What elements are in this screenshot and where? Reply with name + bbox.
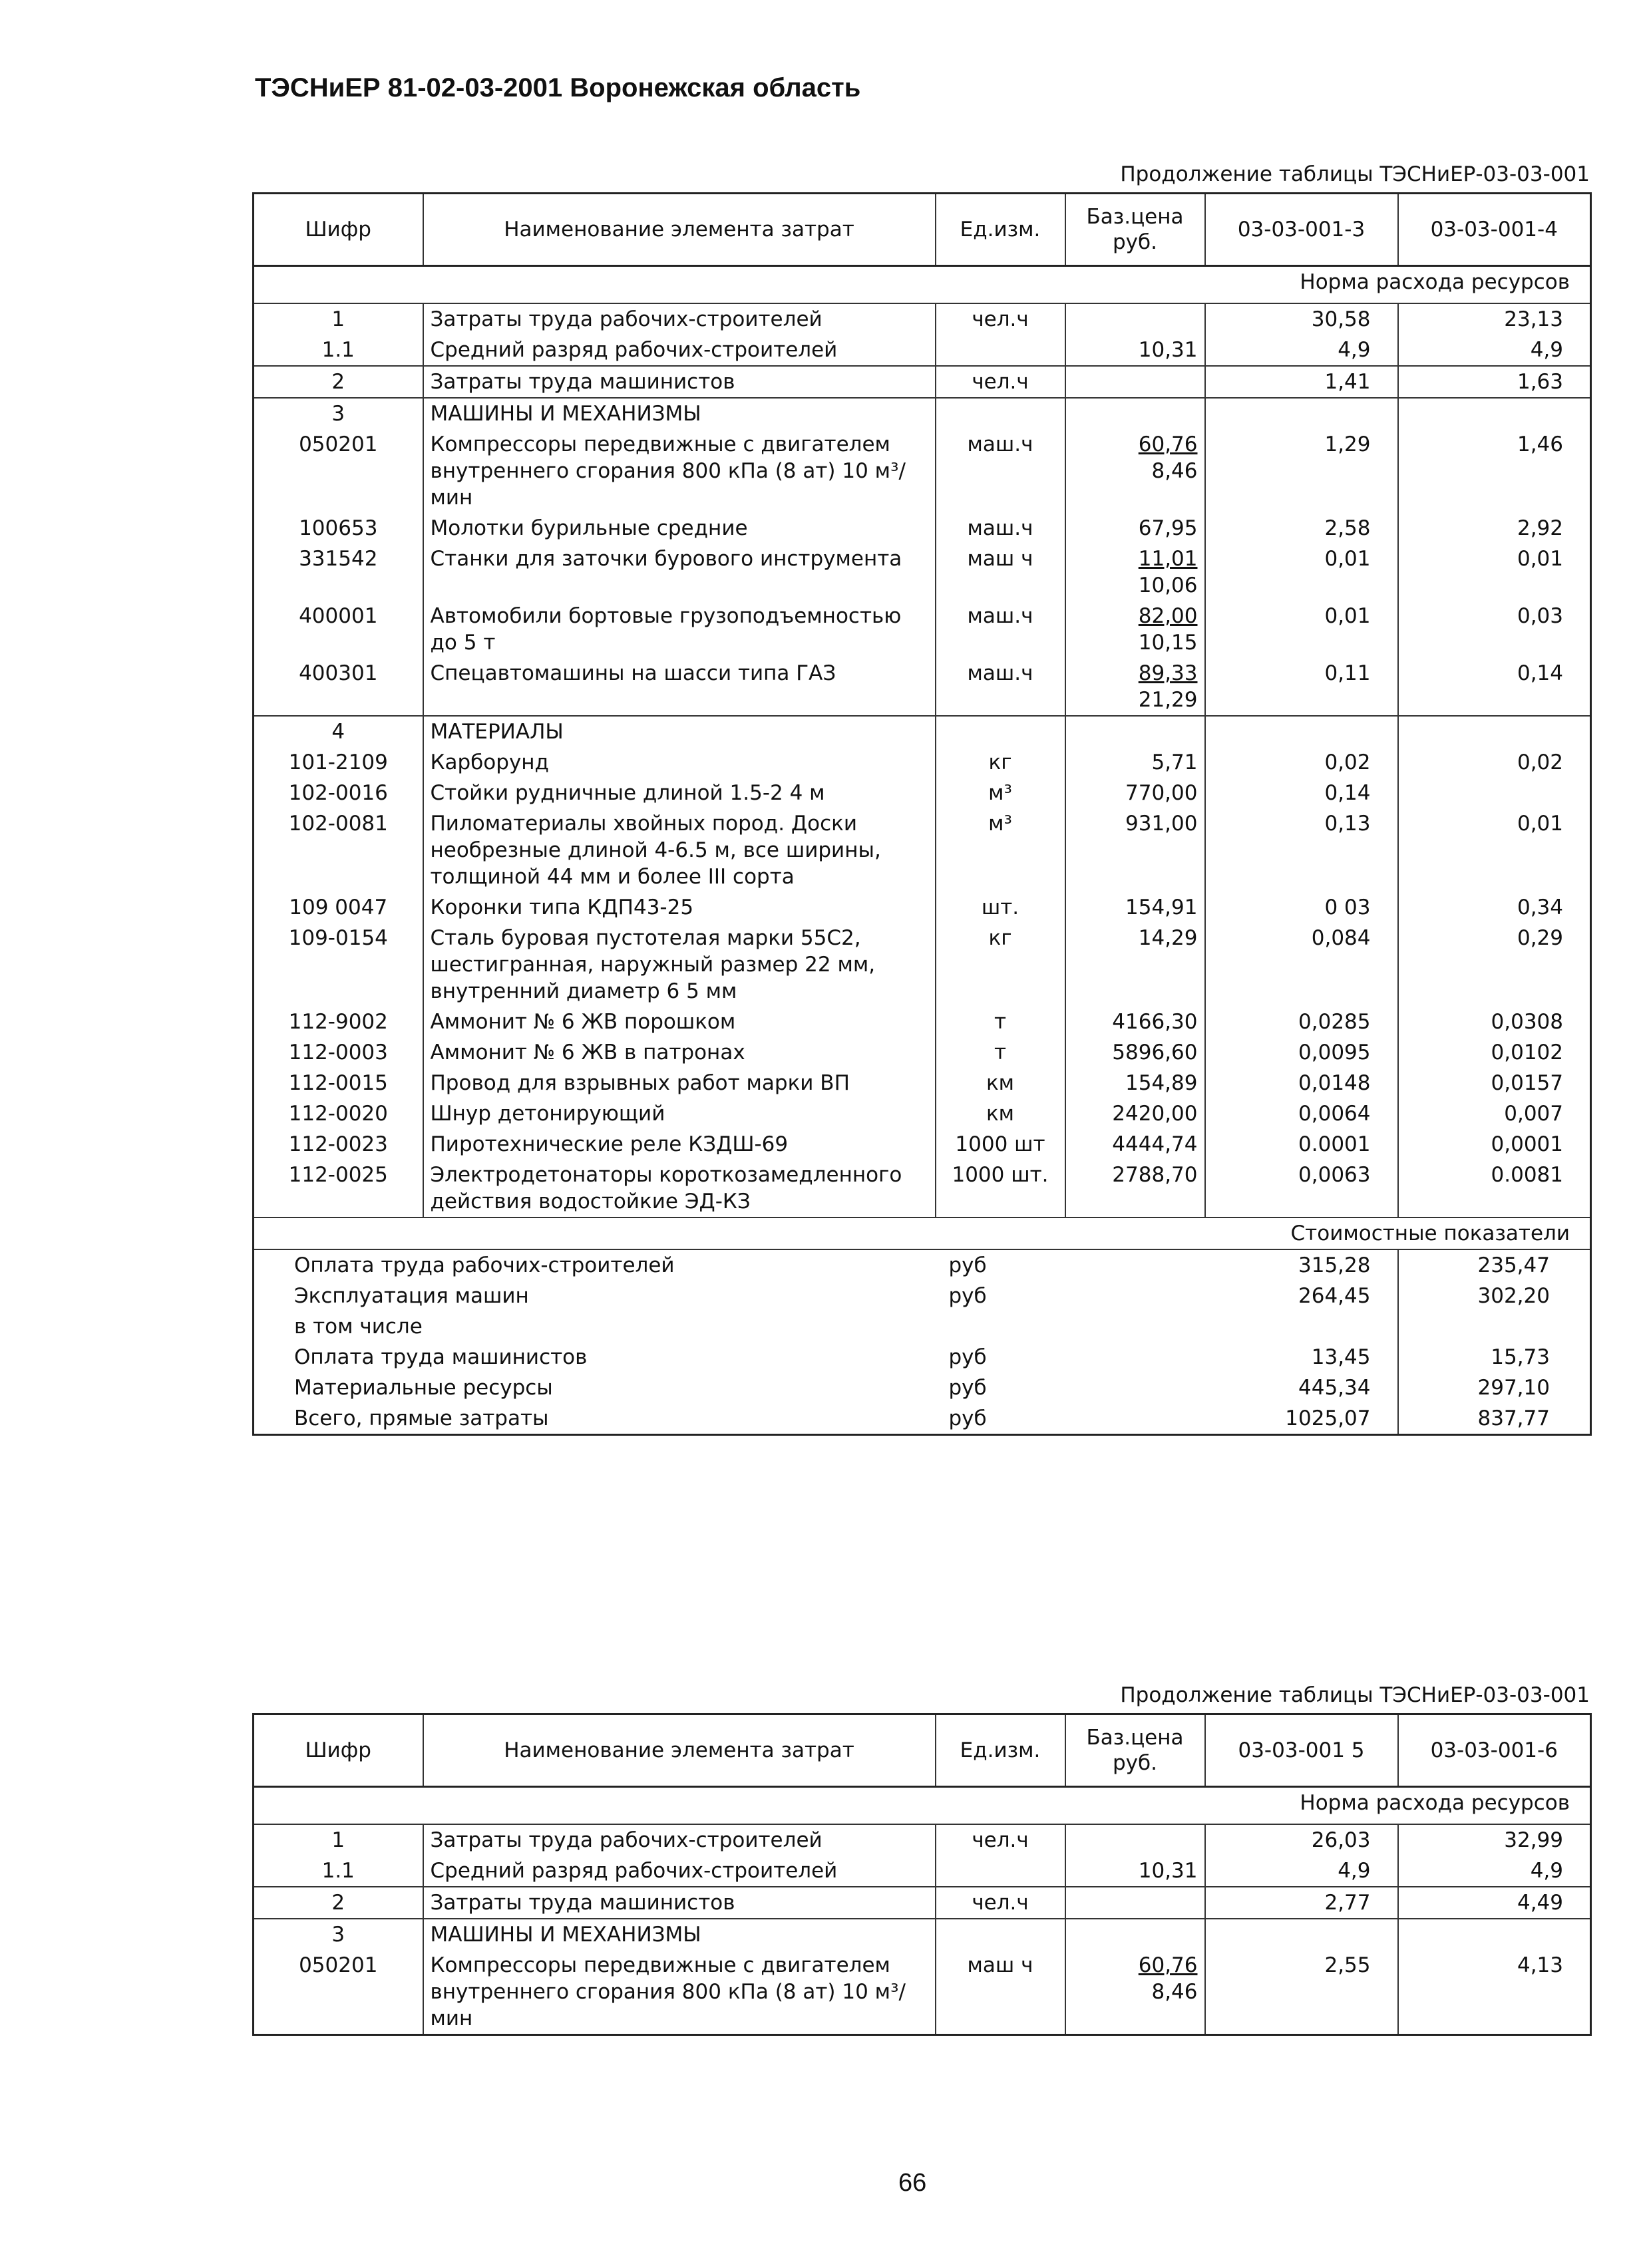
row-unit: чел.ч — [936, 366, 1065, 398]
row-code: 3 — [331, 402, 345, 426]
row-price-value: 89,33 — [1138, 661, 1198, 685]
row-col-b: 0,34 — [1398, 892, 1591, 923]
row-unit: м³ — [936, 778, 1065, 808]
cost-row-col-a: 264,45 — [1298, 1284, 1371, 1308]
table-row — [254, 1098, 1591, 1129]
row-name: МАШИНЫ И МЕХАНИЗМЫ — [423, 398, 936, 429]
row-price-secondary: 10,15 — [1138, 631, 1198, 655]
cost-row-unit: руб — [948, 1253, 987, 1277]
row-name: Затраты труда машинистов — [423, 366, 936, 398]
row-price — [1065, 808, 1205, 892]
cost-row-unit: руб — [948, 1284, 987, 1308]
table-row — [254, 1068, 1591, 1098]
row-code: 4 — [331, 720, 345, 744]
cost-spacer — [1065, 1311, 1205, 1342]
cost-row-col-b: 837,77 — [1398, 1403, 1591, 1435]
row-price — [1065, 398, 1205, 429]
row-name: Спецавтомашины на шасси типа ГАЗ — [423, 658, 936, 716]
row-price — [1065, 778, 1205, 808]
row-code: 109 0047 — [289, 895, 388, 919]
page-title: ТЭСНиЕР 81-02-03-2001 Воронежская область — [255, 73, 861, 102]
row-price-value: 10,31 — [1138, 1859, 1198, 1883]
table-row — [254, 513, 1591, 544]
row-code: 1.1 — [254, 335, 423, 366]
row-col-a: 4,9 — [1205, 335, 1398, 366]
row-code: 331542 — [299, 547, 378, 571]
row-col-b — [1398, 716, 1591, 747]
row-price — [1065, 1068, 1205, 1098]
header-col-b: 03-03-001-6 — [1398, 1714, 1591, 1787]
norm-label-row — [254, 1787, 1591, 1825]
table-row — [254, 1919, 1591, 1950]
row-name: Компрессоры передвижные с двигателем внутреннего сгорания 800 кПа (8 ат) 10 м³/мин — [423, 429, 936, 513]
cost-row-col-a: 315,28 — [1298, 1253, 1371, 1277]
row-col-a: 0,11 — [1205, 658, 1398, 716]
row-col-a: 0.0001 — [1205, 1129, 1398, 1160]
row-price — [1065, 601, 1205, 658]
row-unit: м³ — [936, 808, 1065, 892]
row-name: Электродетонаторы короткозамедленного действия водостойкие ЭД-КЗ — [423, 1160, 936, 1217]
row-col-a — [1205, 398, 1398, 429]
row-name: Провод для взрывных работ марки ВП — [423, 1068, 936, 1098]
cost-row-col-a: 1025,07 — [1285, 1406, 1371, 1430]
row-unit: шт. — [936, 892, 1065, 923]
row-price-value: 2788,70 — [1112, 1163, 1198, 1187]
cost-row-unit — [936, 1311, 1065, 1342]
table-row — [254, 1856, 1591, 1887]
row-col-b — [1398, 778, 1591, 808]
row-code: 1.1 — [254, 1856, 423, 1887]
row-col-a — [1205, 1919, 1398, 1950]
row-price-value: 5896,60 — [1112, 1041, 1198, 1064]
row-price — [1065, 335, 1205, 366]
cost-row-label: Оплата труда рабочих-строителей — [294, 1253, 675, 1277]
header-col-a: 03-03-001-3 — [1205, 194, 1398, 266]
row-col-a: 0,084 — [1205, 923, 1398, 1007]
row-price — [1065, 892, 1205, 923]
row-unit — [936, 1856, 1065, 1887]
row-name: Затраты труда рабочих-строителей — [423, 1824, 936, 1856]
row-price-value: 154,91 — [1125, 895, 1198, 919]
row-price-secondary: 10,06 — [1138, 573, 1198, 597]
cost-spacer — [1065, 1281, 1205, 1311]
table-row — [254, 808, 1591, 892]
row-name: Пиротехнические реле КЗДШ-69 — [423, 1129, 936, 1160]
row-col-b: 4,9 — [1398, 335, 1591, 366]
table-row — [254, 658, 1591, 716]
row-price-value: 60,76 — [1138, 1953, 1198, 1977]
row-col-b: 2,92 — [1398, 513, 1591, 544]
cost-row — [254, 1281, 1591, 1311]
row-unit — [936, 716, 1065, 747]
row-col-a: 0,0148 — [1205, 1068, 1398, 1098]
table-caption: Продолжение таблицы ТЭСНиЕР-03-03-001 — [1120, 162, 1590, 186]
row-unit: т — [936, 1037, 1065, 1068]
cost-row-col-b: 15,73 — [1398, 1342, 1591, 1373]
row-price-value: 2420,00 — [1112, 1102, 1198, 1126]
resource-table — [252, 192, 1592, 1436]
row-price-value: 10,31 — [1138, 338, 1198, 362]
row-name: МАТЕРИАЛЫ — [423, 716, 936, 747]
row-price — [1065, 303, 1205, 335]
norm-label: Норма расхода ресурсов — [1205, 266, 1591, 304]
header-col-b: 03-03-001-4 — [1398, 194, 1591, 266]
row-col-a: 2,58 — [1205, 513, 1398, 544]
row-code: 2 — [254, 366, 423, 398]
row-code: 102-0016 — [288, 781, 388, 805]
row-price-value: 5,71 — [1151, 750, 1198, 774]
row-code: 1 — [331, 1828, 345, 1852]
cost-row-col-b: 235,47 — [1398, 1249, 1591, 1281]
cost-row — [254, 1249, 1591, 1281]
row-col-b: 0,0102 — [1398, 1037, 1591, 1068]
row-name: Автомобили бортовые грузоподъемностью до 5 т — [423, 601, 936, 658]
table-row — [254, 747, 1591, 778]
norm-spacer — [254, 1787, 1205, 1825]
row-col-b: 0,14 — [1398, 658, 1591, 716]
row-name: Шнур детонирующий — [423, 1098, 936, 1129]
row-col-a: 0,01 — [1205, 544, 1398, 601]
row-unit: маш ч — [936, 544, 1065, 601]
header-code: Шифр — [254, 1714, 423, 1787]
row-unit: маш.ч — [936, 513, 1065, 544]
row-price — [1065, 1129, 1205, 1160]
row-price — [1065, 1887, 1205, 1919]
table-row — [254, 1824, 1591, 1856]
row-col-b: 0,01 — [1398, 808, 1591, 892]
row-price — [1065, 1007, 1205, 1037]
row-price — [1065, 923, 1205, 1007]
cost-row-label: Материальные ресурсы — [294, 1376, 553, 1400]
row-name: Средний разряд рабочих-строителей — [423, 1856, 936, 1887]
row-unit: маш ч — [936, 1950, 1065, 2035]
cost-row-col-a: 13,45 — [1311, 1345, 1371, 1369]
row-col-a: 0,0285 — [1205, 1007, 1398, 1037]
row-price-value: 60,76 — [1138, 432, 1198, 456]
row-col-a: 1,29 — [1205, 429, 1398, 513]
row-col-a: 0,02 — [1205, 747, 1398, 778]
cost-row-unit: руб — [948, 1345, 987, 1369]
row-price — [1065, 1856, 1205, 1887]
row-name: Станки для заточки бурового инструмента — [423, 544, 936, 601]
table-row — [254, 1037, 1591, 1068]
row-name: Компрессоры передвижные с двигателем внутреннего сгорания 800 кПа (8 ат) 10 м³/мин — [423, 1950, 936, 2035]
row-code: 112-0025 — [288, 1163, 388, 1187]
table-row — [254, 601, 1591, 658]
header-name: Наименование элемента затрат — [423, 194, 936, 266]
page-number: 66 — [898, 2169, 927, 2197]
cost-row-col-a: 445,34 — [1298, 1376, 1371, 1400]
table-row — [254, 1887, 1591, 1919]
row-price-value: 770,00 — [1125, 781, 1198, 805]
row-price-value: 4166,30 — [1112, 1010, 1198, 1034]
table-row — [254, 544, 1591, 601]
table-body — [254, 1787, 1591, 2035]
row-price-value: 931,00 — [1125, 812, 1198, 836]
header-col-a: 03-03-001 5 — [1205, 1714, 1398, 1787]
row-code: 112-0003 — [288, 1041, 388, 1064]
row-price-value: 11,01 — [1138, 547, 1198, 571]
row-unit: 1000 шт. — [936, 1160, 1065, 1217]
row-col-b: 0,0157 — [1398, 1068, 1591, 1098]
cost-spacer — [1065, 1342, 1205, 1373]
row-name: Стойки рудничные длиной 1.5-2 4 м — [423, 778, 936, 808]
row-price — [1065, 1098, 1205, 1129]
row-price — [1065, 1950, 1205, 2035]
row-unit: маш.ч — [936, 601, 1065, 658]
row-name: Молотки бурильные средние — [423, 513, 936, 544]
row-unit — [936, 335, 1065, 366]
cost-row-unit: руб — [948, 1376, 987, 1400]
header-unit: Ед.изм. — [936, 1714, 1065, 1787]
cost-row — [254, 1342, 1591, 1373]
row-unit: маш.ч — [936, 658, 1065, 716]
row-price — [1065, 658, 1205, 716]
row-col-b: 1,63 — [1398, 366, 1591, 398]
row-code: 112-0015 — [288, 1071, 388, 1095]
table-row — [254, 1950, 1591, 2035]
row-unit — [936, 1919, 1065, 1950]
row-code: 112-0020 — [288, 1102, 388, 1126]
row-price — [1065, 1919, 1205, 1950]
header-code: Шифр — [254, 194, 423, 266]
row-col-a: 30,58 — [1205, 303, 1398, 335]
row-col-a: 1,41 — [1205, 366, 1398, 398]
row-name: Пиломатериалы хвойных пород. Доски необрезные длиной 4-6.5 м, все ширины, толщиной 44 мм и более III сорта — [423, 808, 936, 892]
row-price — [1065, 366, 1205, 398]
row-code: 050201 — [299, 1953, 378, 1977]
row-unit: чел.ч — [936, 1887, 1065, 1919]
cost-spacer — [1065, 1373, 1205, 1403]
cost-spacer — [1065, 1403, 1205, 1435]
row-price-value: 14,29 — [1138, 926, 1198, 950]
row-code: 400301 — [254, 658, 423, 716]
header-name: Наименование элемента затрат — [423, 1714, 936, 1787]
row-code: 101-2109 — [288, 750, 388, 774]
cost-spacer — [1065, 1249, 1205, 1281]
header-unit: Ед.изм. — [936, 194, 1065, 266]
row-col-a: 0,14 — [1205, 778, 1398, 808]
row-code: 050201 — [299, 432, 378, 456]
row-price — [1065, 513, 1205, 544]
table-row — [254, 303, 1591, 335]
row-unit: чел.ч — [936, 1824, 1065, 1856]
row-col-a: 26,03 — [1205, 1824, 1398, 1856]
row-name: Аммонит № 6 ЖВ в патронах — [423, 1037, 936, 1068]
row-name: Аммонит № 6 ЖВ порошком — [423, 1007, 936, 1037]
table-row — [254, 335, 1591, 366]
row-name: Коронки типа КДП43-25 — [423, 892, 936, 923]
row-col-a: 0,01 — [1205, 601, 1398, 658]
row-price — [1065, 429, 1205, 513]
row-price-value: 67,95 — [1138, 516, 1198, 540]
header-price: Баз.цена руб. — [1065, 194, 1205, 266]
row-col-b: 0.0081 — [1398, 1160, 1591, 1217]
row-col-b: 0,0308 — [1398, 1007, 1591, 1037]
row-code: 112-0023 — [288, 1132, 388, 1156]
table-body — [254, 266, 1591, 1435]
table-row — [254, 1007, 1591, 1037]
row-price-secondary: 21,29 — [1138, 688, 1198, 712]
row-unit: 1000 шт — [936, 1129, 1065, 1160]
row-code: 2 — [254, 1887, 423, 1919]
table-row — [254, 923, 1591, 1007]
cost-row — [254, 1311, 1591, 1342]
row-name: МАШИНЫ И МЕХАНИЗМЫ — [423, 1919, 936, 1950]
cost-row-col-b: 302,20 — [1398, 1281, 1591, 1311]
row-price — [1065, 544, 1205, 601]
table-row — [254, 892, 1591, 923]
row-price — [1065, 747, 1205, 778]
row-col-a — [1205, 716, 1398, 747]
row-col-a: 2,55 — [1205, 1950, 1398, 2035]
row-price — [1065, 1824, 1205, 1856]
row-code: 1 — [331, 307, 345, 331]
row-name: Средний разряд рабочих-строителей — [423, 335, 936, 366]
table-row — [254, 398, 1591, 429]
row-col-b: 23,13 — [1398, 303, 1591, 335]
row-unit: км — [936, 1068, 1065, 1098]
cost-row-label: Всего, прямые затраты — [294, 1406, 549, 1430]
cost-row-label: в том числе — [294, 1315, 423, 1339]
table-row — [254, 366, 1591, 398]
row-code: 102-0081 — [288, 812, 388, 836]
cost-row — [254, 1403, 1591, 1435]
table-row — [254, 429, 1591, 513]
row-col-a: 4,9 — [1205, 1856, 1398, 1887]
row-code: 100653 — [299, 516, 378, 540]
table-row — [254, 778, 1591, 808]
row-price — [1065, 1037, 1205, 1068]
row-price-value: 4444,74 — [1112, 1132, 1198, 1156]
row-price-secondary: 8,46 — [1151, 1980, 1198, 2004]
cost-row-unit: руб — [948, 1406, 987, 1430]
cost-row-label: Эксплуатация машин — [294, 1284, 529, 1308]
row-col-b: 4,49 — [1398, 1887, 1591, 1919]
row-price-secondary: 8,46 — [1151, 459, 1198, 483]
row-unit: км — [936, 1098, 1065, 1129]
row-col-b — [1398, 1919, 1591, 1950]
cost-label-row — [254, 1217, 1591, 1249]
row-code: 112-9002 — [288, 1010, 388, 1034]
row-col-b: 1,46 — [1398, 429, 1591, 513]
table-row — [254, 716, 1591, 747]
table-row — [254, 1129, 1591, 1160]
row-unit: т — [936, 1007, 1065, 1037]
row-col-a: 0,0064 — [1205, 1098, 1398, 1129]
table-caption: Продолжение таблицы ТЭСНиЕР-03-03-001 — [1120, 1683, 1590, 1707]
header-price: Баз.цена руб. — [1065, 1714, 1205, 1787]
row-name: Карборунд — [423, 747, 936, 778]
row-col-b: 32,99 — [1398, 1824, 1591, 1856]
norm-label: Норма расхода ресурсов — [1205, 1787, 1591, 1825]
table-row — [254, 1160, 1591, 1217]
row-code: 109-0154 — [288, 926, 388, 950]
resource-table — [252, 1713, 1592, 2036]
row-col-b: 0,29 — [1398, 923, 1591, 1007]
row-name: Сталь буровая пустотелая марки 55С2, шестигранная, наружный размер 22 мм, внутренний диаметр 6 5 мм — [423, 923, 936, 1007]
row-price-value: 82,00 — [1138, 604, 1198, 628]
row-col-b: 0,007 — [1398, 1098, 1591, 1129]
row-unit — [936, 398, 1065, 429]
norm-label-row — [254, 266, 1591, 304]
row-code: 3 — [331, 1923, 345, 1947]
norm-spacer — [254, 266, 1205, 304]
cost-label: Стоимостные показатели — [1205, 1217, 1591, 1249]
row-col-b: 0,02 — [1398, 747, 1591, 778]
row-col-b: 4,13 — [1398, 1950, 1591, 2035]
row-col-b: 0,01 — [1398, 544, 1591, 601]
cost-row — [254, 1373, 1591, 1403]
row-name: Затраты труда рабочих-строителей — [423, 303, 936, 335]
row-col-a: 0,0063 — [1205, 1160, 1398, 1217]
row-unit: маш.ч — [936, 429, 1065, 513]
cost-row-col-b — [1398, 1311, 1591, 1342]
row-col-a: 0,13 — [1205, 808, 1398, 892]
row-col-b — [1398, 398, 1591, 429]
cost-spacer — [254, 1217, 1205, 1249]
row-col-b: 0,03 — [1398, 601, 1591, 658]
row-unit: кг — [936, 923, 1065, 1007]
row-col-a: 0 03 — [1205, 892, 1398, 923]
row-unit: кг — [936, 747, 1065, 778]
cost-row-col-b: 297,10 — [1398, 1373, 1591, 1403]
row-col-a: 2,77 — [1205, 1887, 1398, 1919]
row-price — [1065, 716, 1205, 747]
row-code: 400001 — [299, 604, 378, 628]
cost-row-col-a — [1205, 1311, 1398, 1342]
row-unit: чел.ч — [936, 303, 1065, 335]
row-price-value: 154,89 — [1125, 1071, 1198, 1095]
row-name: Затраты труда машинистов — [423, 1887, 936, 1919]
row-price — [1065, 1160, 1205, 1217]
cost-row-label: Оплата труда машинистов — [294, 1345, 588, 1369]
row-col-b: 0,0001 — [1398, 1129, 1591, 1160]
row-col-b: 4,9 — [1398, 1856, 1591, 1887]
row-col-a: 0,0095 — [1205, 1037, 1398, 1068]
